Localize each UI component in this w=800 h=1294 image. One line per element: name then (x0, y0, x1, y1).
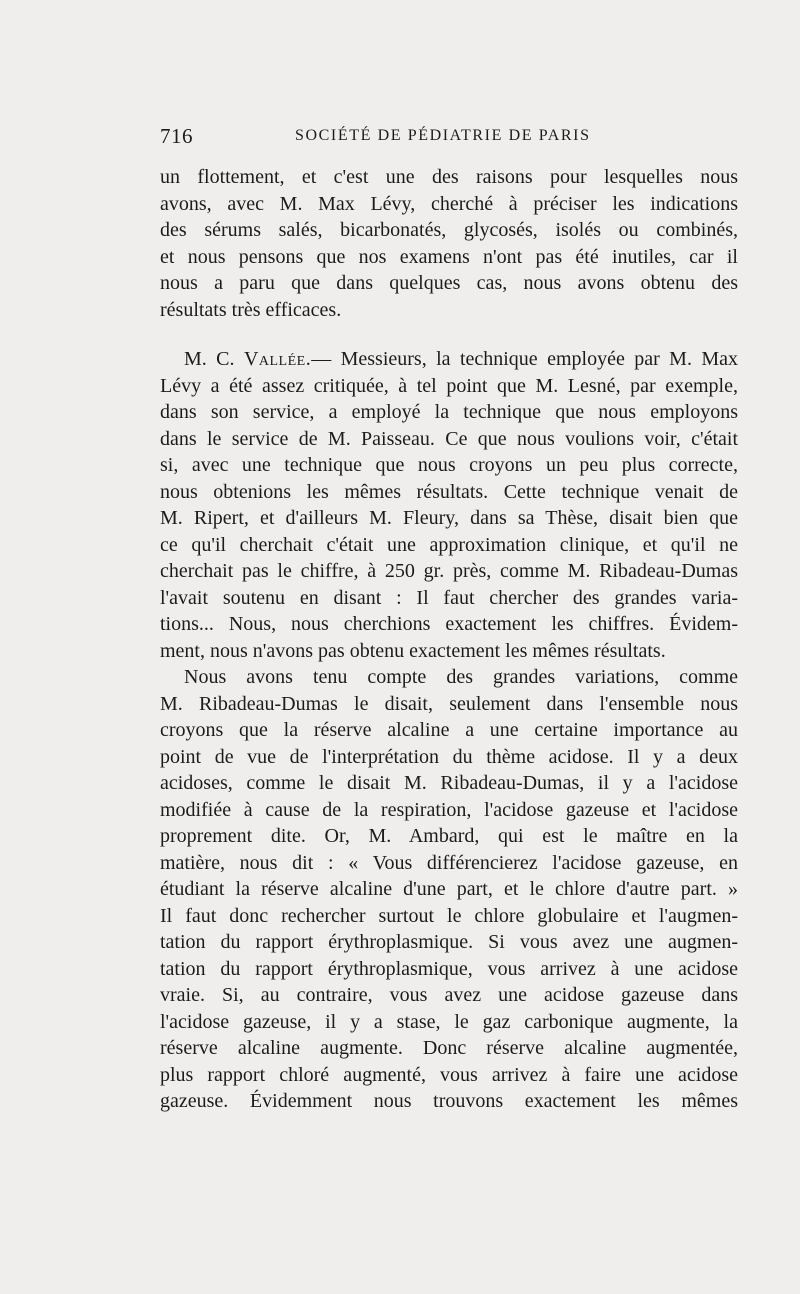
text-line: proprement dite. Or, M. Ambard, qui est le maître en la (160, 825, 738, 847)
text-line: tation du rapport érythroplasmique. Si vous avez une augmen- (160, 931, 738, 953)
text-line: modifiée à cause de la respiration, l'acidose gazeuse et l'acidose (160, 798, 738, 821)
text-line: Il faut donc rechercher surtout le chlore globulaire et l'augmen- (160, 904, 738, 927)
text-line: ment, nous n'avons pas obtenu exactement les mêmes résultats. (160, 639, 666, 662)
page-number: 716 (160, 124, 193, 148)
text-line: l'avait soutenu en disant : Il faut chercher des grandes varia- (160, 586, 738, 609)
speech-start: — Messieurs, la technique employée par M. Max (311, 348, 739, 370)
text-line: tation du rapport érythroplasmique, vous arrivez à une acidose (160, 957, 738, 980)
text-line: un flottement, et c'est une des raisons pour lesquelles nous (160, 166, 738, 188)
text-line: des sérums salés, bicarbonatés, glycosés, isolés ou combinés, (160, 219, 738, 241)
speaker-name: Vallée. (243, 348, 312, 370)
text-line: point de vue de l'interprétation du thème acidose. Il y a deux (160, 745, 738, 768)
body-text (160, 164, 738, 1115)
text-line: nous a paru que dans quelques cas, nous avons obtenu des (160, 272, 738, 294)
text-line: Lévy a été assez critiquée, à tel point que M. Lesné, par exemple, (160, 374, 738, 397)
text-line: matière, nous dit : « Vous différencierez l'acidose gazeuse, en (160, 851, 738, 874)
text-line: si, avec une technique que nous croyons un peu plus correcte, (160, 454, 738, 476)
text-line: l'acidose gazeuse, il y a stase, le gaz carbonique augmente, la (160, 1010, 738, 1033)
running-title: SOCIÉTÉ DE PÉDIATRIE DE PARIS (295, 127, 591, 144)
paragraph-1 (160, 164, 738, 323)
text-line: nous obtenions les mêmes résultats. Cette technique venait de (160, 480, 738, 503)
paragraph-2 (160, 346, 738, 664)
text-line (160, 346, 738, 373)
text-line: avons, avec M. Max Lévy, cherché à préciser les indications (160, 192, 738, 215)
text-line: Nous avons tenu compte des grandes variations, comme (184, 666, 738, 688)
text-line: dans le service de M. Paisseau. Ce que nous voulions voir, c'était (160, 427, 738, 450)
text-line: plus rapport chloré augmenté, vous arrivez à faire une acidose (160, 1063, 738, 1086)
text-line: et nous pensons que nos examens n'ont pas été inutiles, car il (160, 245, 738, 268)
text-line: réserve alcaline augmente. Donc réserve alcaline augmentée, (160, 1037, 738, 1059)
text-line: cherchait pas le chiffre, à 250 gr. près, comme M. Ribadeau-Dumas (160, 560, 738, 582)
text-line: M. Ripert, et d'ailleurs M. Fleury, dans sa Thèse, disait bien que (160, 507, 738, 529)
text-line: gazeuse. Évidemment nous trouvons exactement les mêmes (160, 1090, 738, 1112)
text-line: M. Ribadeau-Dumas le disait, seulement dans l'ensemble nous (160, 692, 738, 715)
text-line: tions... Nous, nous cherchions exactement les chiffres. Évidem- (160, 613, 738, 635)
text-line: vraie. Si, au contraire, vous avez une acidose gazeuse dans (160, 984, 738, 1006)
text-line: dans son service, a employé la technique que nous employons (160, 401, 738, 423)
paragraph-gap (160, 323, 738, 346)
paragraph-3 (160, 664, 738, 1115)
page-header (160, 124, 740, 154)
text-line: croyons que la réserve alcaline a une certaine importance au (160, 719, 738, 741)
text-line: acidoses, comme le disait M. Ribadeau-Dumas, il y a l'acidose (160, 772, 738, 794)
speaker-prefix: M. C. (184, 348, 235, 370)
text-line: étudiant la réserve alcaline d'une part, et le chlore d'autre part. » (160, 878, 738, 900)
text-line: résultats très efficaces. (160, 298, 342, 321)
text-line: ce qu'il cherchait c'était une approximation clinique, et qu'il ne (160, 533, 738, 556)
